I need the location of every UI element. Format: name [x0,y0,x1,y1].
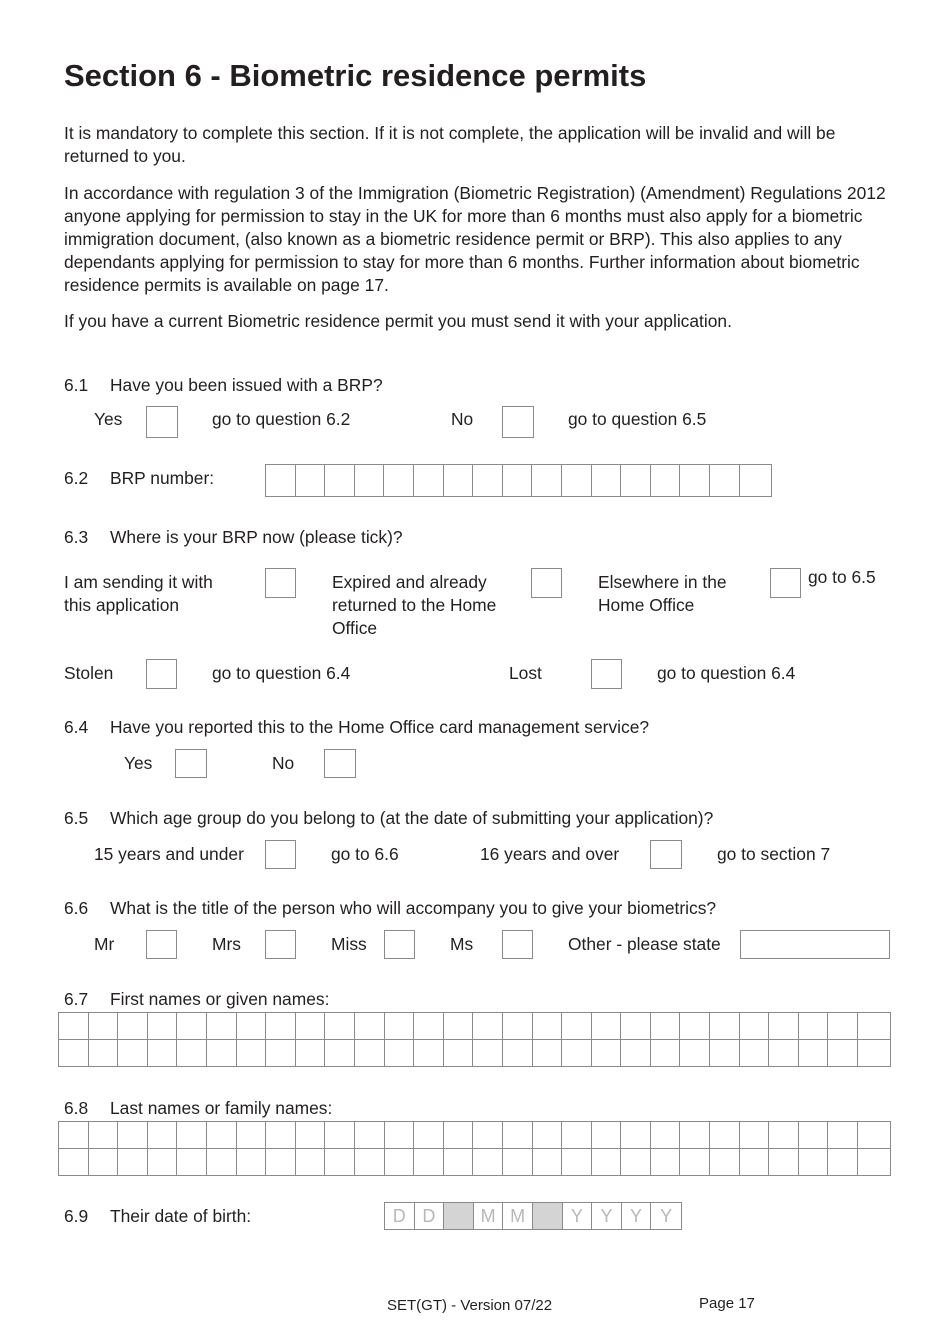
name-letter-cell[interactable] [503,1149,533,1175]
q63-option-lost: Lost [509,663,542,683]
name-letter-cell[interactable] [592,1013,622,1039]
brp-digit-cell[interactable] [473,465,503,496]
q65-number: 6.5 [64,808,89,828]
q65-over-goto: go to section 7 [717,844,831,864]
q65-option-under: 15 years and under [94,844,244,864]
q66-ms-label: Ms [450,934,474,954]
name-letter-cell[interactable] [680,1013,710,1039]
name-letter-cell[interactable] [266,1013,296,1039]
name-letter-cell[interactable] [444,1149,474,1175]
name-letter-cell[interactable] [592,1040,622,1066]
name-letter-cell[interactable] [799,1013,829,1039]
dob-digit-cell[interactable]: Y [592,1203,622,1229]
name-letter-cell[interactable] [799,1040,829,1066]
dob-separator [533,1203,563,1229]
q61-no-checkbox[interactable] [502,406,534,438]
name-letter-cell[interactable] [740,1149,770,1175]
name-letter-cell[interactable] [533,1122,563,1148]
name-letter-cell[interactable] [444,1013,474,1039]
name-letter-cell[interactable] [148,1122,178,1148]
name-letter-cell[interactable] [89,1149,119,1175]
q63-option-stolen: Stolen [64,663,114,683]
name-letter-cell[interactable] [89,1040,119,1066]
q62-number: 6.2 [64,468,89,488]
q64-yes-checkbox[interactable] [175,749,207,778]
date-of-birth-input[interactable] [384,1202,682,1230]
q69-question: Their date of birth: [110,1206,252,1226]
q66-other-label: Other - please state [568,934,721,954]
brp-digit-cell[interactable] [266,465,296,496]
name-letter-cell[interactable] [59,1149,89,1175]
name-letter-cell[interactable] [562,1149,592,1175]
name-letter-cell[interactable] [651,1013,681,1039]
brp-digit-cell[interactable] [562,465,592,496]
q64-no-label: No [272,753,295,773]
name-letter-cell[interactable] [562,1122,592,1148]
name-letter-cell[interactable] [296,1122,326,1148]
name-letter-cell[interactable] [740,1122,770,1148]
name-letter-cell[interactable] [858,1122,888,1148]
name-letter-cell[interactable] [207,1040,237,1066]
intro-current-brp: If you have a current Biometric residence permit you must send it with your application. [64,311,732,331]
name-letter-cell[interactable] [799,1122,829,1148]
name-letter-cell[interactable] [769,1122,799,1148]
brp-digit-cell[interactable] [592,465,622,496]
last-names-row [59,1149,890,1175]
name-letter-cell[interactable] [444,1040,474,1066]
q63-stolen-checkbox[interactable] [146,659,177,689]
q63-elsewhere-goto: go to 6.5 [808,567,876,587]
name-letter-cell[interactable] [177,1040,207,1066]
name-letter-cell[interactable] [414,1149,444,1175]
name-letter-cell[interactable] [59,1040,89,1066]
q61-question: Have you been issued with a BRP? [110,375,383,395]
name-letter-cell[interactable] [177,1122,207,1148]
name-letter-cell[interactable] [325,1149,355,1175]
brp-digit-cell[interactable] [740,465,770,496]
name-letter-cell[interactable] [680,1040,710,1066]
name-letter-cell[interactable] [59,1122,89,1148]
name-letter-cell[interactable] [237,1122,267,1148]
brp-digit-cell[interactable] [444,465,474,496]
footer-version: SET(GT) - Version 07/22 [387,1297,553,1314]
name-letter-cell[interactable] [148,1040,178,1066]
last-names-grid[interactable] [58,1121,891,1176]
q65-under-checkbox[interactable] [265,840,296,869]
name-letter-cell[interactable] [385,1149,415,1175]
first-names-grid[interactable] [58,1012,891,1067]
q67-number: 6.7 [64,989,89,1009]
name-letter-cell[interactable] [503,1122,533,1148]
name-letter-cell[interactable] [296,1013,326,1039]
q64-yes-label: Yes [124,753,153,773]
name-letter-cell[interactable] [296,1149,326,1175]
q65-over-checkbox[interactable] [650,840,682,869]
q61-yes-goto: go to question 6.2 [212,409,351,429]
name-letter-cell[interactable] [473,1122,503,1148]
q63-stolen-goto: go to question 6.4 [212,663,351,683]
name-letter-cell[interactable] [207,1149,237,1175]
q66-other-input[interactable] [740,930,890,959]
brp-digit-cell[interactable] [355,465,385,496]
name-letter-cell[interactable] [651,1122,681,1148]
q64-question: Have you reported this to the Home Office card management service? [110,717,650,737]
name-letter-cell[interactable] [651,1149,681,1175]
name-letter-cell[interactable] [621,1013,651,1039]
name-letter-cell[interactable] [828,1013,858,1039]
brp-number-input[interactable] [265,464,772,497]
name-letter-cell[interactable] [118,1013,148,1039]
q63-question: Where is your BRP now (please tick)? [110,527,403,547]
last-names-row [59,1122,890,1149]
first-names-row [59,1040,890,1066]
name-letter-cell[interactable] [473,1040,503,1066]
q61-no-goto: go to question 6.5 [568,409,707,429]
name-letter-cell[interactable] [503,1013,533,1039]
q69-number: 6.9 [64,1206,89,1226]
name-letter-cell[interactable] [325,1122,355,1148]
q66-miss-label: Miss [331,934,367,954]
name-letter-cell[interactable] [533,1149,563,1175]
q66-mrs-label: Mrs [212,934,241,954]
name-letter-cell[interactable] [237,1040,267,1066]
name-letter-cell[interactable] [414,1040,444,1066]
q65-question: Which age group do you belong to (at the date of submitting your application)? [110,808,714,828]
name-letter-cell[interactable] [473,1149,503,1175]
q61-no-label: No [451,409,474,429]
name-letter-cell[interactable] [562,1013,592,1039]
name-letter-cell[interactable] [562,1040,592,1066]
q66-question: What is the title of the person who will accompany you to give your biometrics? [110,898,717,918]
q66-number: 6.6 [64,898,89,918]
q64-no-checkbox[interactable] [324,749,356,778]
dob-digit-cell[interactable]: M [503,1203,533,1229]
q62-question: BRP number: [110,468,215,488]
name-letter-cell[interactable] [385,1122,415,1148]
q66-ms-checkbox[interactable] [502,930,533,959]
name-letter-cell[interactable] [710,1040,740,1066]
q63-lost-checkbox[interactable] [591,659,622,689]
q61-number: 6.1 [64,375,89,395]
name-letter-cell[interactable] [651,1040,681,1066]
name-letter-cell[interactable] [148,1149,178,1175]
brp-digit-cell[interactable] [532,465,562,496]
q66-mr-label: Mr [94,934,115,954]
brp-digit-cell[interactable] [414,465,444,496]
name-letter-cell[interactable] [858,1013,888,1039]
brp-digit-cell[interactable] [651,465,681,496]
name-letter-cell[interactable] [592,1149,622,1175]
dob-digit-cell[interactable]: Y [622,1203,652,1229]
q68-number: 6.8 [64,1098,89,1118]
q65-option-over: 16 years and over [480,844,620,864]
q68-question: Last names or family names: [110,1098,333,1118]
name-letter-cell[interactable] [325,1013,355,1039]
name-letter-cell[interactable] [207,1122,237,1148]
q63-option-expired: Expired and already returned to the Home Office [332,572,497,638]
name-letter-cell[interactable] [266,1122,296,1148]
dob-digit-cell[interactable]: M [474,1203,504,1229]
brp-digit-cell[interactable] [621,465,651,496]
dob-digit-cell[interactable]: Y [660,1206,673,1226]
name-letter-cell[interactable] [414,1013,444,1039]
q63-number: 6.3 [64,527,89,547]
dob-digit-cell[interactable]: D [415,1203,445,1229]
q63-option-elsewhere: Elsewhere in the Home Office [598,572,727,615]
name-letter-cell[interactable] [710,1149,740,1175]
name-letter-cell[interactable] [325,1040,355,1066]
name-letter-cell[interactable] [414,1122,444,1148]
name-letter-cell[interactable] [621,1040,651,1066]
first-names-row [59,1013,890,1040]
name-letter-cell[interactable] [740,1040,770,1066]
name-letter-cell[interactable] [769,1149,799,1175]
section-title: Section 6 - Biometric residence permits [64,58,647,93]
name-letter-cell[interactable] [355,1149,385,1175]
q63-sending-checkbox[interactable] [265,568,296,598]
name-letter-cell[interactable] [355,1122,385,1148]
name-letter-cell[interactable] [296,1040,326,1066]
name-letter-cell[interactable] [473,1013,503,1039]
brp-digit-cell[interactable] [710,465,740,496]
q63-elsewhere-checkbox[interactable] [770,568,801,598]
intro-mandatory: It is mandatory to complete this section. If it is not complete, the application will be invalid and will be returned to you. [64,123,836,166]
intro-regulation: In accordance with regulation 3 of the Immigration (Biometric Registration) (Amendment) Regulations 2012 anyone applying for permission to stay in the UK for more than 6 months must also apply for a biometric immigration document, (also known as a biometric residence permit or BRP). This also applies to any dependants applying for permission to stay for more than 6 months. Further information about biometric residence permits is available on page 17. [64,183,886,295]
name-letter-cell[interactable] [828,1149,858,1175]
name-letter-cell[interactable] [592,1122,622,1148]
name-letter-cell[interactable] [237,1013,267,1039]
name-letter-cell[interactable] [177,1013,207,1039]
q66-mrs-checkbox[interactable] [265,930,296,959]
q63-option-sending: I am sending it with this application [64,572,213,615]
brp-digit-cell[interactable] [296,465,326,496]
name-letter-cell[interactable] [266,1040,296,1066]
name-letter-cell[interactable] [740,1013,770,1039]
name-letter-cell[interactable] [710,1122,740,1148]
name-letter-cell[interactable] [207,1013,237,1039]
q65-under-goto: go to 6.6 [331,844,399,864]
q66-miss-checkbox[interactable] [384,930,415,959]
q61-yes-label: Yes [94,409,123,429]
q63-expired-checkbox[interactable] [531,568,562,598]
name-letter-cell[interactable] [503,1040,533,1066]
name-letter-cell[interactable] [177,1149,207,1175]
name-letter-cell[interactable] [118,1122,148,1148]
q63-lost-goto: go to question 6.4 [657,663,796,683]
name-letter-cell[interactable] [444,1122,474,1148]
name-letter-cell[interactable] [385,1040,415,1066]
name-letter-cell[interactable] [266,1149,296,1175]
brp-digit-cell[interactable] [680,465,710,496]
name-letter-cell[interactable] [858,1149,888,1175]
q64-number: 6.4 [64,717,89,737]
name-letter-cell[interactable] [89,1013,119,1039]
name-letter-cell[interactable] [59,1013,89,1039]
name-letter-cell[interactable] [118,1149,148,1175]
name-letter-cell[interactable] [533,1013,563,1039]
name-letter-cell[interactable] [680,1122,710,1148]
dob-digit-cell[interactable]: Y [563,1203,593,1229]
name-letter-cell[interactable] [828,1040,858,1066]
q67-question: First names or given names: [110,989,330,1009]
name-letter-cell[interactable] [237,1149,267,1175]
name-letter-cell[interactable] [355,1040,385,1066]
name-letter-cell[interactable] [769,1040,799,1066]
name-letter-cell[interactable] [118,1040,148,1066]
name-letter-cell[interactable] [533,1040,563,1066]
name-letter-cell[interactable] [148,1013,178,1039]
name-letter-cell[interactable] [621,1122,651,1148]
name-letter-cell[interactable] [858,1040,888,1066]
name-letter-cell[interactable] [828,1122,858,1148]
name-letter-cell[interactable] [769,1013,799,1039]
name-letter-cell[interactable] [710,1013,740,1039]
q66-mr-checkbox[interactable] [146,930,177,959]
name-letter-cell[interactable] [385,1013,415,1039]
name-letter-cell[interactable] [89,1122,119,1148]
brp-digit-cell[interactable] [325,465,355,496]
name-letter-cell[interactable] [621,1149,651,1175]
name-letter-cell[interactable] [680,1149,710,1175]
dob-separator [444,1203,474,1229]
footer-page-number: Page 17 [699,1295,755,1312]
name-letter-cell[interactable] [355,1013,385,1039]
brp-digit-cell[interactable] [503,465,533,496]
dob-digit-cell[interactable]: D [385,1203,415,1229]
brp-digit-cell[interactable] [384,465,414,496]
name-letter-cell[interactable] [799,1149,829,1175]
q61-yes-checkbox[interactable] [146,406,178,438]
